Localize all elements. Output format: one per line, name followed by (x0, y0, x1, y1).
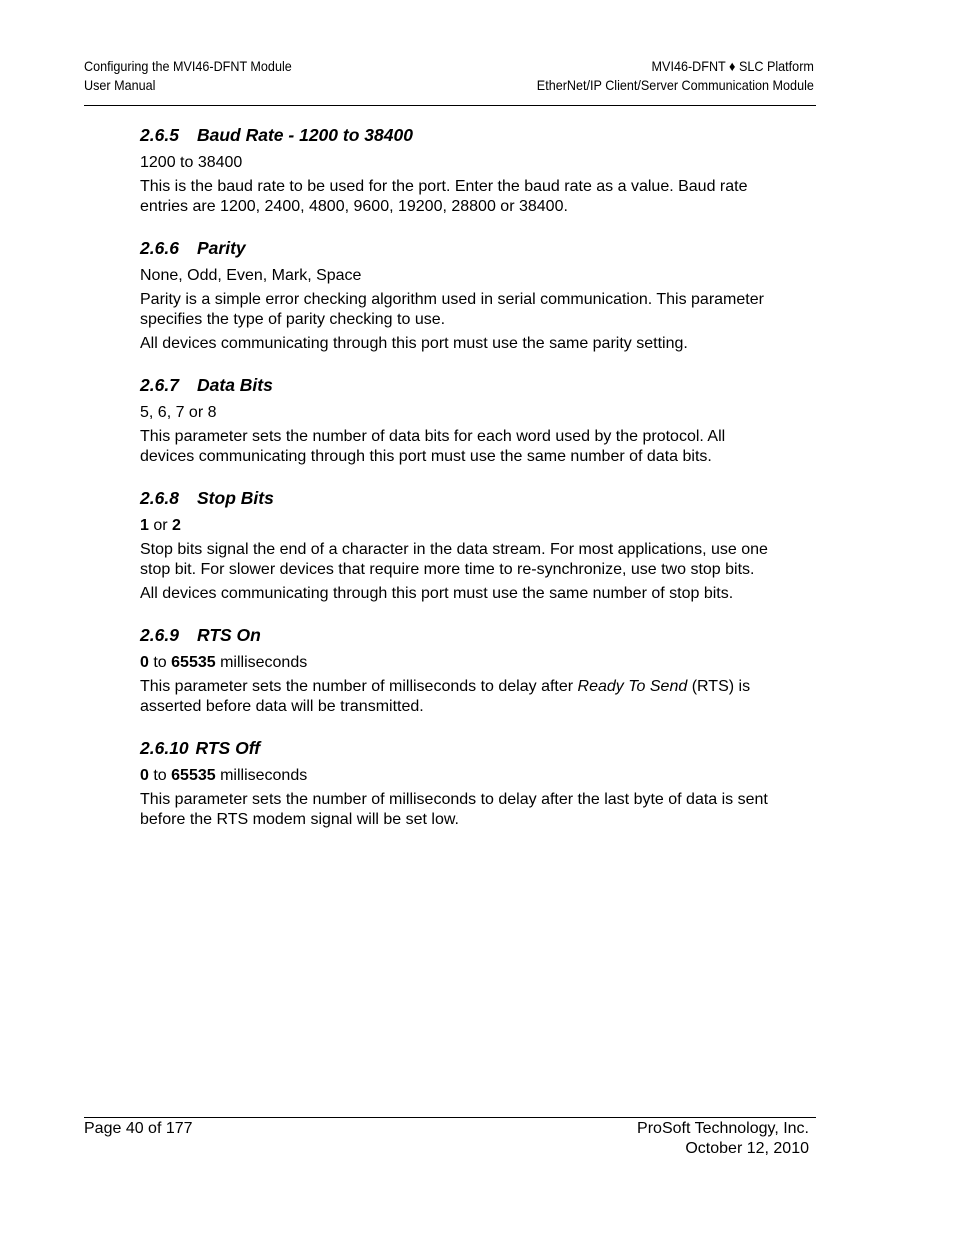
description-term: Ready To Send (577, 678, 688, 695)
section-data-bits (140, 374, 780, 467)
range-unit: milliseconds (215, 654, 308, 671)
section-number: 2.6.8 (140, 488, 179, 508)
range-max: 2 (172, 517, 181, 534)
section-title: Data Bits (197, 375, 273, 395)
section-number: 2.6.6 (140, 238, 179, 258)
description: Stop bits signal the end of a character in the data stream. For most applications, use one stop bit. For slower devices that require more time to re-synchronize, use two stop bits. (140, 541, 768, 578)
range-max: 65535 (171, 654, 216, 671)
section-heading (140, 624, 780, 646)
section-title: Parity (197, 238, 246, 258)
value-range: None, Odd, Even, Mark, Space (140, 267, 362, 284)
range-min: 1 (140, 517, 149, 534)
section-number: 2.6.10 (140, 738, 189, 758)
range-min: 0 (140, 654, 149, 671)
section-title: Stop Bits (197, 488, 274, 508)
header-rule (84, 105, 816, 106)
footer-rule (84, 1117, 816, 1118)
description-pre: This parameter sets the number of milliseconds to delay after (140, 678, 578, 695)
description: This is the baud rate to be used for the port. Enter the baud rate as a value. Baud rate entries are 1200, 2400, 4800, 9600, 19200, 28800 or 38400. (140, 178, 748, 215)
header-right (537, 57, 814, 95)
range-unit: milliseconds (215, 767, 308, 784)
header-product-desc: EtherNet/IP Client/Server Communication Module (536, 77, 814, 93)
header-doc-type: User Manual (84, 77, 156, 93)
section-rts-on (140, 624, 780, 717)
range-max: 65535 (171, 767, 216, 784)
section-heading (140, 237, 780, 259)
section-rts-off (140, 737, 780, 830)
range-sep: or (148, 517, 173, 534)
description: Parity is a simple error checking algorithm used in serial communication. This parameter specifies the type of parity checking to use. (140, 291, 764, 328)
value-range (140, 653, 780, 673)
section-heading (140, 487, 780, 509)
section-number: 2.6.5 (140, 125, 179, 145)
page-content (140, 124, 780, 850)
header-doc-title: Configuring the MVI46-DFNT Module (84, 58, 292, 74)
header-product: MVI46-DFNT ♦ SLC Platform (651, 58, 814, 74)
section-baud-rate (140, 124, 780, 217)
footer-right (637, 1119, 809, 1159)
section-heading (140, 737, 780, 759)
header-left (84, 57, 292, 95)
section-title: Baud Rate - 1200 to 38400 (197, 125, 413, 145)
range-min: 0 (140, 767, 149, 784)
company-name: ProSoft Technology, Inc. (637, 1120, 809, 1137)
description (140, 677, 780, 717)
value-range: 1200 to 38400 (140, 154, 243, 171)
section-stop-bits (140, 487, 780, 604)
section-title: RTS On (197, 625, 261, 645)
range-sep: to (148, 654, 172, 671)
section-heading (140, 124, 780, 146)
section-title: RTS Off (195, 738, 261, 758)
description: This parameter sets the number of data bits for each word used by the protocol. All devices communicating through this port must use the same number of data bits. (140, 428, 726, 465)
section-parity (140, 237, 780, 354)
publish-date: October 12, 2010 (685, 1140, 809, 1157)
section-heading (140, 374, 780, 396)
value-range: 5, 6, 7 or 8 (140, 404, 217, 421)
description-note: All devices communicating through this port must use the same number of stop bits. (140, 585, 734, 602)
section-number: 2.6.9 (140, 625, 179, 645)
description-post: (RTS) is asserted before data will be transmitted. (140, 678, 751, 715)
value-range (140, 766, 780, 786)
page-number: Page 40 of 177 (84, 1120, 193, 1137)
description-note: All devices communicating through this port must use the same parity setting. (140, 335, 688, 352)
section-number: 2.6.7 (140, 375, 179, 395)
description: This parameter sets the number of milliseconds to delay after the last byte of data is sent before the RTS modem signal will be set low. (140, 791, 768, 828)
value-range (140, 516, 780, 536)
range-sep: to (148, 767, 172, 784)
